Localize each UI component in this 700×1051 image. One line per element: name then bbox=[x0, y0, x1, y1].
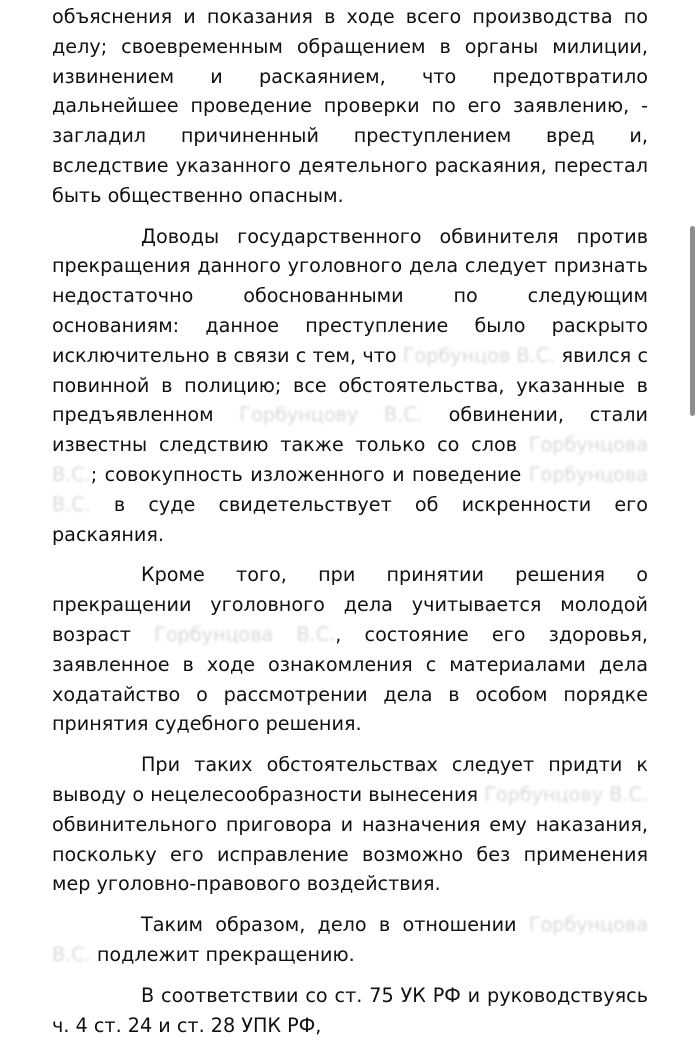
paragraph-text: подлежит прекращению. bbox=[90, 942, 355, 966]
redacted-name: Горбунцова В.С. bbox=[154, 622, 336, 646]
paragraph-text: объяснения и показания в ходе всего производства по делу; своевременным обращением в органы милиции, извинением и раскаянием, что предотвратило дальнейшее проведение проверки по его заявлению, - загладил причиненный преступлением вред и, вследствие указанного деятельного раскаяния, перестал быть общественно опасным. bbox=[52, 5, 648, 207]
document-paragraph bbox=[52, 750, 648, 899]
paragraph-text: обвинительного приговора и назначения ему наказания, поскольку его исправление возможно без применения мер уголовно-правового воздействия. bbox=[52, 812, 648, 896]
document-paragraph bbox=[52, 981, 648, 1041]
paragraph-text: Таким образом, дело в отношении bbox=[141, 913, 529, 937]
paragraph-text: В соответствии со ст. 75 УК РФ и руководствуясь ч. 4 ст. 24 и ст. 28 УПК РФ, bbox=[52, 983, 648, 1037]
document-paragraph bbox=[52, 560, 648, 739]
paragraph-text: в суде свидетельствует об искренности его раскаяния. bbox=[52, 492, 648, 546]
paragraph-text: ; совокупность изложенного и поведение bbox=[90, 462, 529, 486]
redacted-name: Горбунцова В.С. bbox=[52, 462, 648, 516]
redacted-name: Горбунцову В.С. bbox=[484, 782, 648, 806]
redacted-name: Горбунцов В.С. bbox=[402, 343, 556, 367]
document-body bbox=[52, 2, 648, 1051]
paragraph-text: При таких обстоятельствах следует придти к выводу о нецелесообразности вынесения bbox=[52, 753, 648, 806]
paragraph-text: , состояние его здоровья, заявленное в ходе ознакомления с материалами дела ходатайство о рассмотрении дела в особом порядке принятия судебного решения. bbox=[52, 622, 648, 736]
document-paragraph bbox=[52, 2, 648, 211]
document-paragraph bbox=[52, 910, 648, 970]
redacted-name: Горбунцова В.С. bbox=[52, 433, 648, 486]
paragraph-text: Доводы государственного обвинителя против прекращения данного уголовного дела следует признать недостаточно обоснованными по следующим основаниям: данное преступление было раскрыто исключительно в связи с тем, что bbox=[52, 224, 648, 367]
paragraph-text: обвинении, стали известны следствию также только со слов bbox=[52, 403, 648, 457]
paragraph-text: Кроме того, при принятии решения о прекращении уголовного дела учитывается молодой возраст bbox=[52, 563, 648, 646]
redacted-name: Горбунцова В.С. bbox=[52, 913, 648, 966]
document-paragraph bbox=[52, 222, 648, 550]
vertical-scrollbar[interactable] bbox=[690, 226, 695, 416]
redacted-name: Горбунцову В.С. bbox=[239, 403, 423, 427]
paragraph-text: явился с повинной в полицию; все обстоятельства, указанные в предъявленном bbox=[52, 343, 648, 427]
